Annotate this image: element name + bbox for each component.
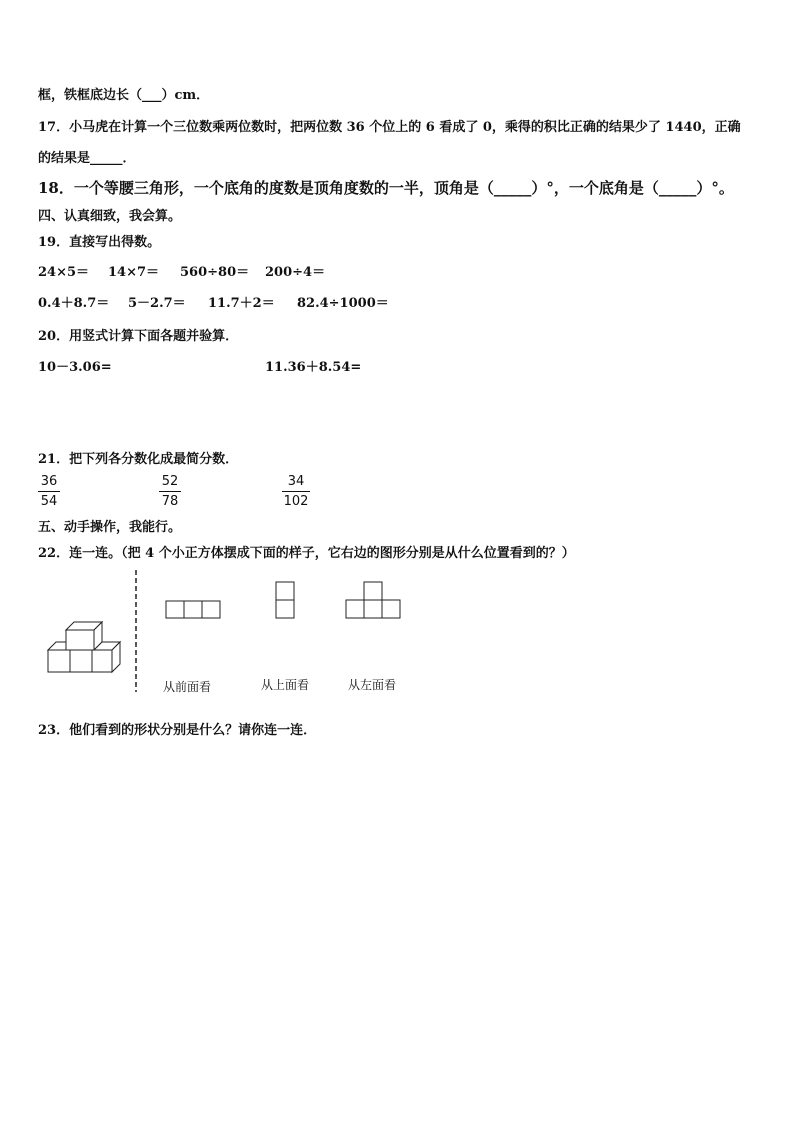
q22-title: 22．连一连。（把 4 个小正方体摆成下面的样子，它右边的图形分别是从什么位置看到的？） [38, 546, 575, 561]
fraction-3-denominator: 102 [283, 494, 309, 509]
q17-text-before: 的结果是 [38, 151, 91, 166]
q19-expr-5: 0.4＋8.7＝ [38, 296, 110, 311]
q16-tail-line [38, 84, 209, 103]
fraction-3-numerator: 34 [282, 474, 310, 492]
caption-left-view[interactable]: 从左面看 [348, 678, 397, 692]
dashed-divider [133, 570, 139, 692]
q19-expr-3: 560÷80＝ [180, 265, 250, 280]
q16-text-before: 框，铁框底边长（ [38, 88, 143, 103]
fraction-2-denominator: 78 [161, 494, 179, 509]
front-view-shape[interactable] [165, 600, 223, 620]
section5-title: 五、动手操作，我能行。 [38, 520, 182, 535]
q21-title: 21．把下列各分数化成最简分数． [38, 452, 239, 467]
q17-line1: 17．小马虎在计算一个三位数乘两位数时，把两位数 36 个位上的 6 看成了 0，乘得的积比正确的结果少了 1440，正确 [38, 120, 741, 135]
q20-title: 20．用竖式计算下面各题并验算． [38, 329, 239, 344]
q19-expr-1: 24×5＝ [38, 265, 90, 280]
q23-title: 23．他们看到的形状分别是什么？请你连一连． [38, 723, 317, 738]
q16-text-after: ）cm． [161, 88, 210, 103]
q20-expr-2: 11.36＋8.54= [265, 360, 362, 375]
fraction-1-numerator: 36 [38, 474, 60, 492]
fraction-1 [38, 474, 60, 509]
fraction-1-denominator: 54 [40, 494, 58, 509]
section4-title: 四、认真细致，我会算。 [38, 209, 182, 224]
q17-line2 [38, 147, 136, 166]
caption-top-view[interactable]: 从上面看 [261, 678, 310, 692]
q19-expr-7: 11.7＋2＝ [208, 296, 275, 311]
q19-expr-2: 14×7＝ [108, 265, 160, 280]
q19-title: 19．直接写出得数。 [38, 235, 161, 250]
q16-blank[interactable]: ___ [142, 88, 162, 103]
q19-expr-8: 82.4÷1000＝ [297, 296, 389, 311]
caption-front-view[interactable]: 从前面看 [163, 680, 212, 694]
left-view-shape[interactable] [345, 581, 405, 621]
q19-expr-6: 5－2.7＝ [128, 296, 186, 311]
fraction-3 [282, 474, 310, 509]
cube-stack-figure [44, 618, 124, 678]
q17-blank[interactable]: _____ [90, 151, 123, 166]
fraction-2-numerator: 52 [159, 474, 181, 492]
q19-expr-4: 200÷4＝ [265, 265, 326, 280]
fraction-2 [159, 474, 181, 509]
top-view-shape[interactable] [275, 581, 295, 621]
q18-line: 18．一个等腰三角形，一个底角的度数是顶角度数的一半，顶角是（_____）°，一个底角是（_____）°。 [38, 179, 734, 197]
q20-expr-1: 10－3.06= [38, 360, 112, 375]
q17-text-after: ． [122, 151, 136, 166]
